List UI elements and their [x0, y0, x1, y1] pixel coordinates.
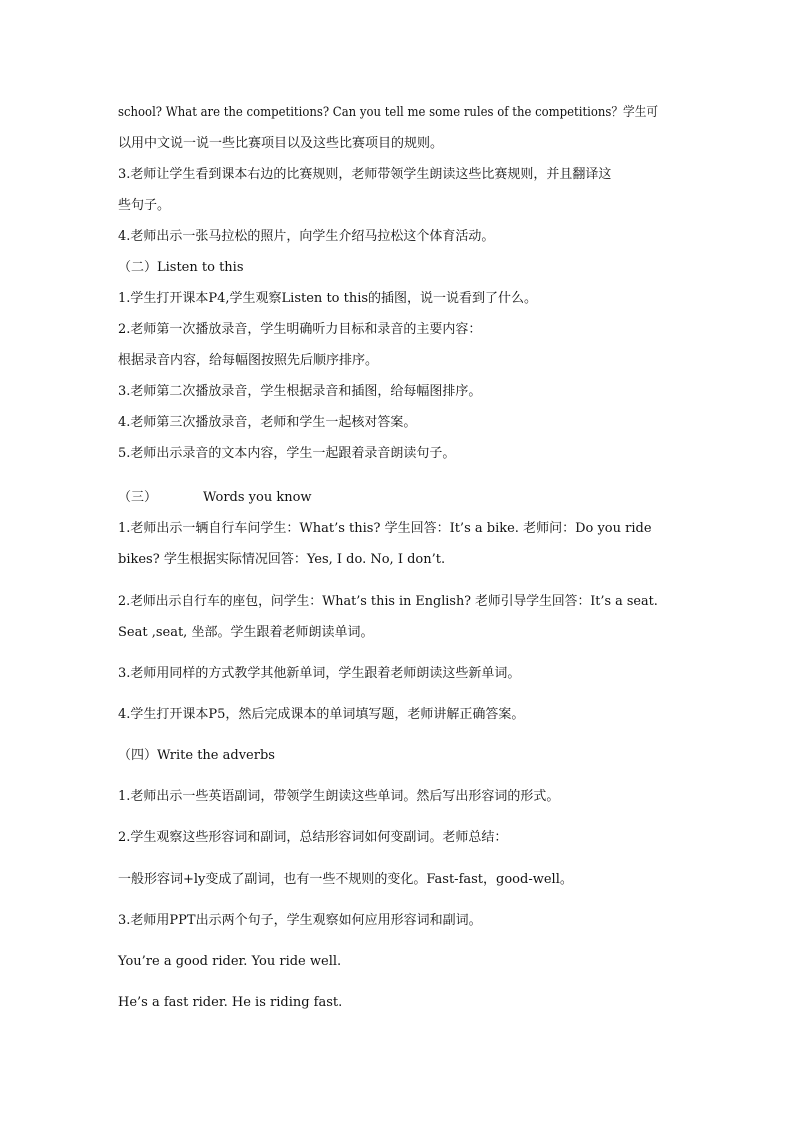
text-line-22: 一般形容词+ly变成了副词，也有一些不规则的变化。Fast-fast，good-well。	[118, 872, 573, 887]
text-line-10: 3.老师第二次播放录音，学生根据录音和插图，给每幅图排序。	[118, 384, 482, 399]
section-heading-3	[118, 489, 312, 507]
text-line-13: 1.老师出示一辆自行车问学生：What’s this? 学生回答：It’s a bike. 老师问：Do you ride	[118, 521, 652, 536]
text-line-9: 根据录音内容，给每幅图按照先后顺序排序。	[118, 353, 379, 368]
example-sentence-2: He’s a fast rider. He is riding fast.	[118, 995, 343, 1010]
section-heading-4: （四）Write the adverbs	[118, 748, 275, 763]
text-line-14: bikes? 学生根据实际情况回答：Yes, I do. No, I don’t.	[118, 552, 446, 567]
example-sentence-1: You’re a good rider. You ride well.	[118, 954, 342, 969]
text-line-3: 3.老师让学生看到课本右边的比赛规则，老师带领学生朗读这些比赛规则，并且翻译这	[118, 167, 612, 182]
text-line-21: 2.学生观察这些形容词和副词，总结形容词如何变副词。老师总结：	[118, 830, 508, 845]
text-line-2: 以用中文说一说一些比赛项目以及这些比赛项目的规则。	[118, 136, 444, 151]
text-line-12: 5.老师出示录音的文本内容，学生一起跟着录音朗读句子。	[118, 446, 456, 461]
text-line-23: 3.老师用PPT出示两个句子，学生观察如何应用形容词和副词。	[118, 913, 482, 928]
text-line-20: 1.老师出示一些英语副词，带领学生朗读这些单词。然后写出形容词的形式。	[118, 789, 560, 804]
section-3-number: （三）	[118, 490, 158, 505]
text-line-5: 4.老师出示一张马拉松的照片，向学生介绍马拉松这个体育活动。	[118, 229, 495, 244]
text-line-7: 1.学生打开课本P4,学生观察Listen to this的插图，说一说看到了什么。	[118, 291, 538, 306]
text-line-16: Seat ,seat, 坐部。学生跟着老师朗读单词。	[118, 625, 374, 640]
text-line-8: 2.老师第一次播放录音，学生明确听力目标和录音的主要内容：	[118, 322, 482, 337]
section-3-title: Words you know	[203, 490, 312, 505]
text-line-18: 4.学生打开课本P5，然后完成课本的单词填写题，老师讲解正确答案。	[118, 707, 525, 722]
section-heading-2: （二）Listen to this	[118, 260, 244, 275]
text-line-15: 2.老师出示自行车的座包，问学生：What’s this in English? 老师引导学生回答：It’s a seat.	[118, 594, 658, 609]
text-line-1: school? What are the competitions? Can you tell me some rules of the competitions？学生可	[118, 105, 659, 120]
text-line-4: 些句子。	[118, 198, 171, 213]
text-line-17: 3.老师用同样的方式教学其他新单词，学生跟着老师朗读这些新单词。	[118, 666, 521, 681]
text-line-11: 4.老师第三次播放录音，老师和学生一起核对答案。	[118, 415, 417, 430]
